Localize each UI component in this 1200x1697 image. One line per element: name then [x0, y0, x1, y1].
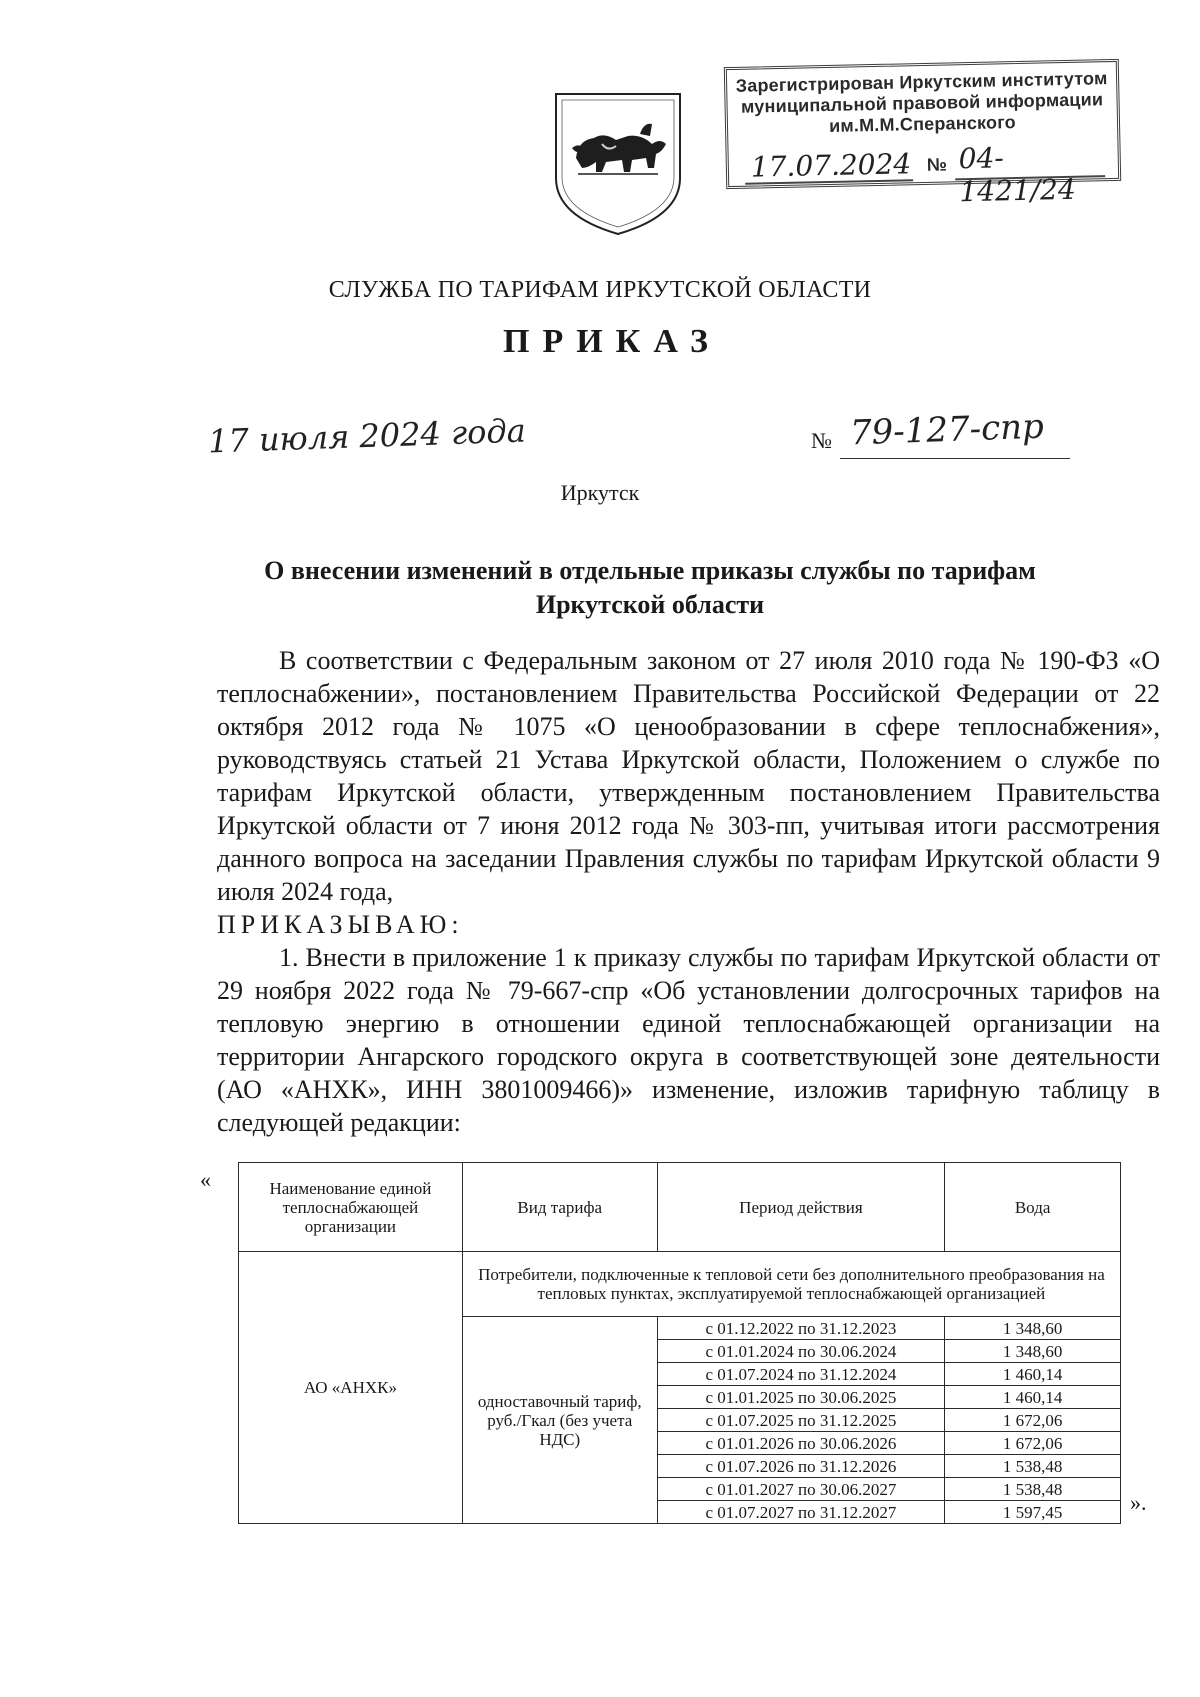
stamp-number-handwritten: 04-1421/24 [958, 141, 1077, 209]
period-cell: с 01.01.2027 по 30.06.2027 [657, 1478, 945, 1501]
stamp-registration-row [736, 137, 1110, 209]
order-number-sign: № [811, 428, 832, 453]
coat-of-arms-emblem [548, 88, 688, 238]
period-cell: с 01.07.2024 по 31.12.2024 [657, 1363, 945, 1386]
header-org: Наименование единой теплоснабжающей организации [239, 1163, 463, 1252]
agency-name: СЛУЖБА ПО ТАРИФАМ ИРКУТСКОЙ ОБЛАСТИ [328, 277, 872, 303]
order-body [217, 644, 1160, 1139]
value-cell: 1 460,14 [945, 1363, 1121, 1386]
tariff-table [238, 1162, 1121, 1524]
period-cell: с 01.07.2027 по 31.12.2027 [657, 1501, 945, 1524]
document-type-title: ПРИКАЗ [503, 323, 721, 360]
stamp-line-2: муниципальной правовой информации [740, 89, 1104, 117]
header-period: Период действия [657, 1163, 945, 1252]
stamp-line-1: Зарегистрирован Иркутским институтом [735, 68, 1108, 96]
header-tariff-type: Вид тарифа [462, 1163, 657, 1252]
table-group-row [239, 1252, 1121, 1317]
value-cell: 1 672,06 [945, 1409, 1121, 1432]
clause-1-paragraph: 1. Внести в приложение 1 к приказу службы по тарифам Иркутской области от 29 ноября 2022 года № 79-667-спр «Об установлении долгосрочных тарифов на тепловую энергию в отношении единой теплоснабжающей организации на территории Ангарского городского округа в соответствующей зоне деятельности (АО «АНХК», ИНН 3801009466)» изменение, изложив тарифную таблицу в следующей редакции: [217, 943, 1160, 1137]
table-header-row [239, 1163, 1121, 1252]
period-cell: с 01.12.2022 по 31.12.2023 [657, 1317, 945, 1340]
registration-stamp [724, 59, 1121, 209]
value-cell: 1 348,60 [945, 1340, 1121, 1363]
header-water: Вода [945, 1163, 1121, 1252]
consumer-group-cell: Потребители, подключенные к тепловой сети без дополнительного преобразования на тепловых пунктах, эксплуатируемой теплоснабжающей организацией [462, 1252, 1120, 1317]
stamp-date-handwritten: 17.07.2024 [750, 147, 912, 184]
order-date-handwritten: 17 июля 2024 года [207, 411, 527, 461]
table-close-quote: ». [1130, 1490, 1147, 1515]
period-cell: с 01.07.2025 по 31.12.2025 [657, 1409, 945, 1432]
value-cell: 1 672,06 [945, 1432, 1121, 1455]
period-cell: с 01.01.2026 по 30.06.2026 [657, 1432, 945, 1455]
value-cell: 1 460,14 [945, 1386, 1121, 1409]
stamp-number-sign: № [926, 154, 948, 175]
order-number-handwritten: 79-127-спр [849, 406, 1045, 454]
org-name-cell: АО «АНХК» [239, 1252, 463, 1524]
tariff-type-cell: одноставочный тариф, руб./Гкал (без учета НДС) [462, 1317, 657, 1524]
table-open-quote: « [200, 1167, 211, 1192]
order-subject-heading: О внесении изменений в отдельные приказы службы по тарифам Иркутской области [264, 556, 1036, 619]
value-cell: 1 538,48 [945, 1478, 1121, 1501]
period-cell: с 01.07.2026 по 31.12.2026 [657, 1455, 945, 1478]
order-number-underline [840, 458, 1070, 459]
value-cell: 1 597,45 [945, 1501, 1121, 1524]
order-directive-word: ПРИКАЗЫВАЮ: [217, 910, 464, 939]
value-cell: 1 348,60 [945, 1317, 1121, 1340]
stamp-line-3: им.М.М.Сперанского [828, 112, 1017, 136]
preamble-paragraph: В соответствии с Федеральным законом от 27 июля 2010 года № 190-ФЗ «О теплоснабжении», постановлением Правительства Российской Федерации от 22 октября 2012 года № 1075 «О ценообразовании в сфере теплоснабжения», руководствуясь статьей 21 Устава Иркутской области, Положением о службе по тарифам Иркутской области, утвержденным постановлением Правительства Иркутской области от 7 июня 2012 года № 303-пп, учитывая итоги рассмотрения данного вопроса на заседании Правления службы по тарифам Иркутской области 9 июля 2024 года, [217, 646, 1160, 906]
value-cell: 1 538,48 [945, 1455, 1121, 1478]
period-cell: с 01.01.2025 по 30.06.2025 [657, 1386, 945, 1409]
period-cell: с 01.01.2024 по 30.06.2024 [657, 1340, 945, 1363]
city-name: Иркутск [560, 480, 640, 505]
